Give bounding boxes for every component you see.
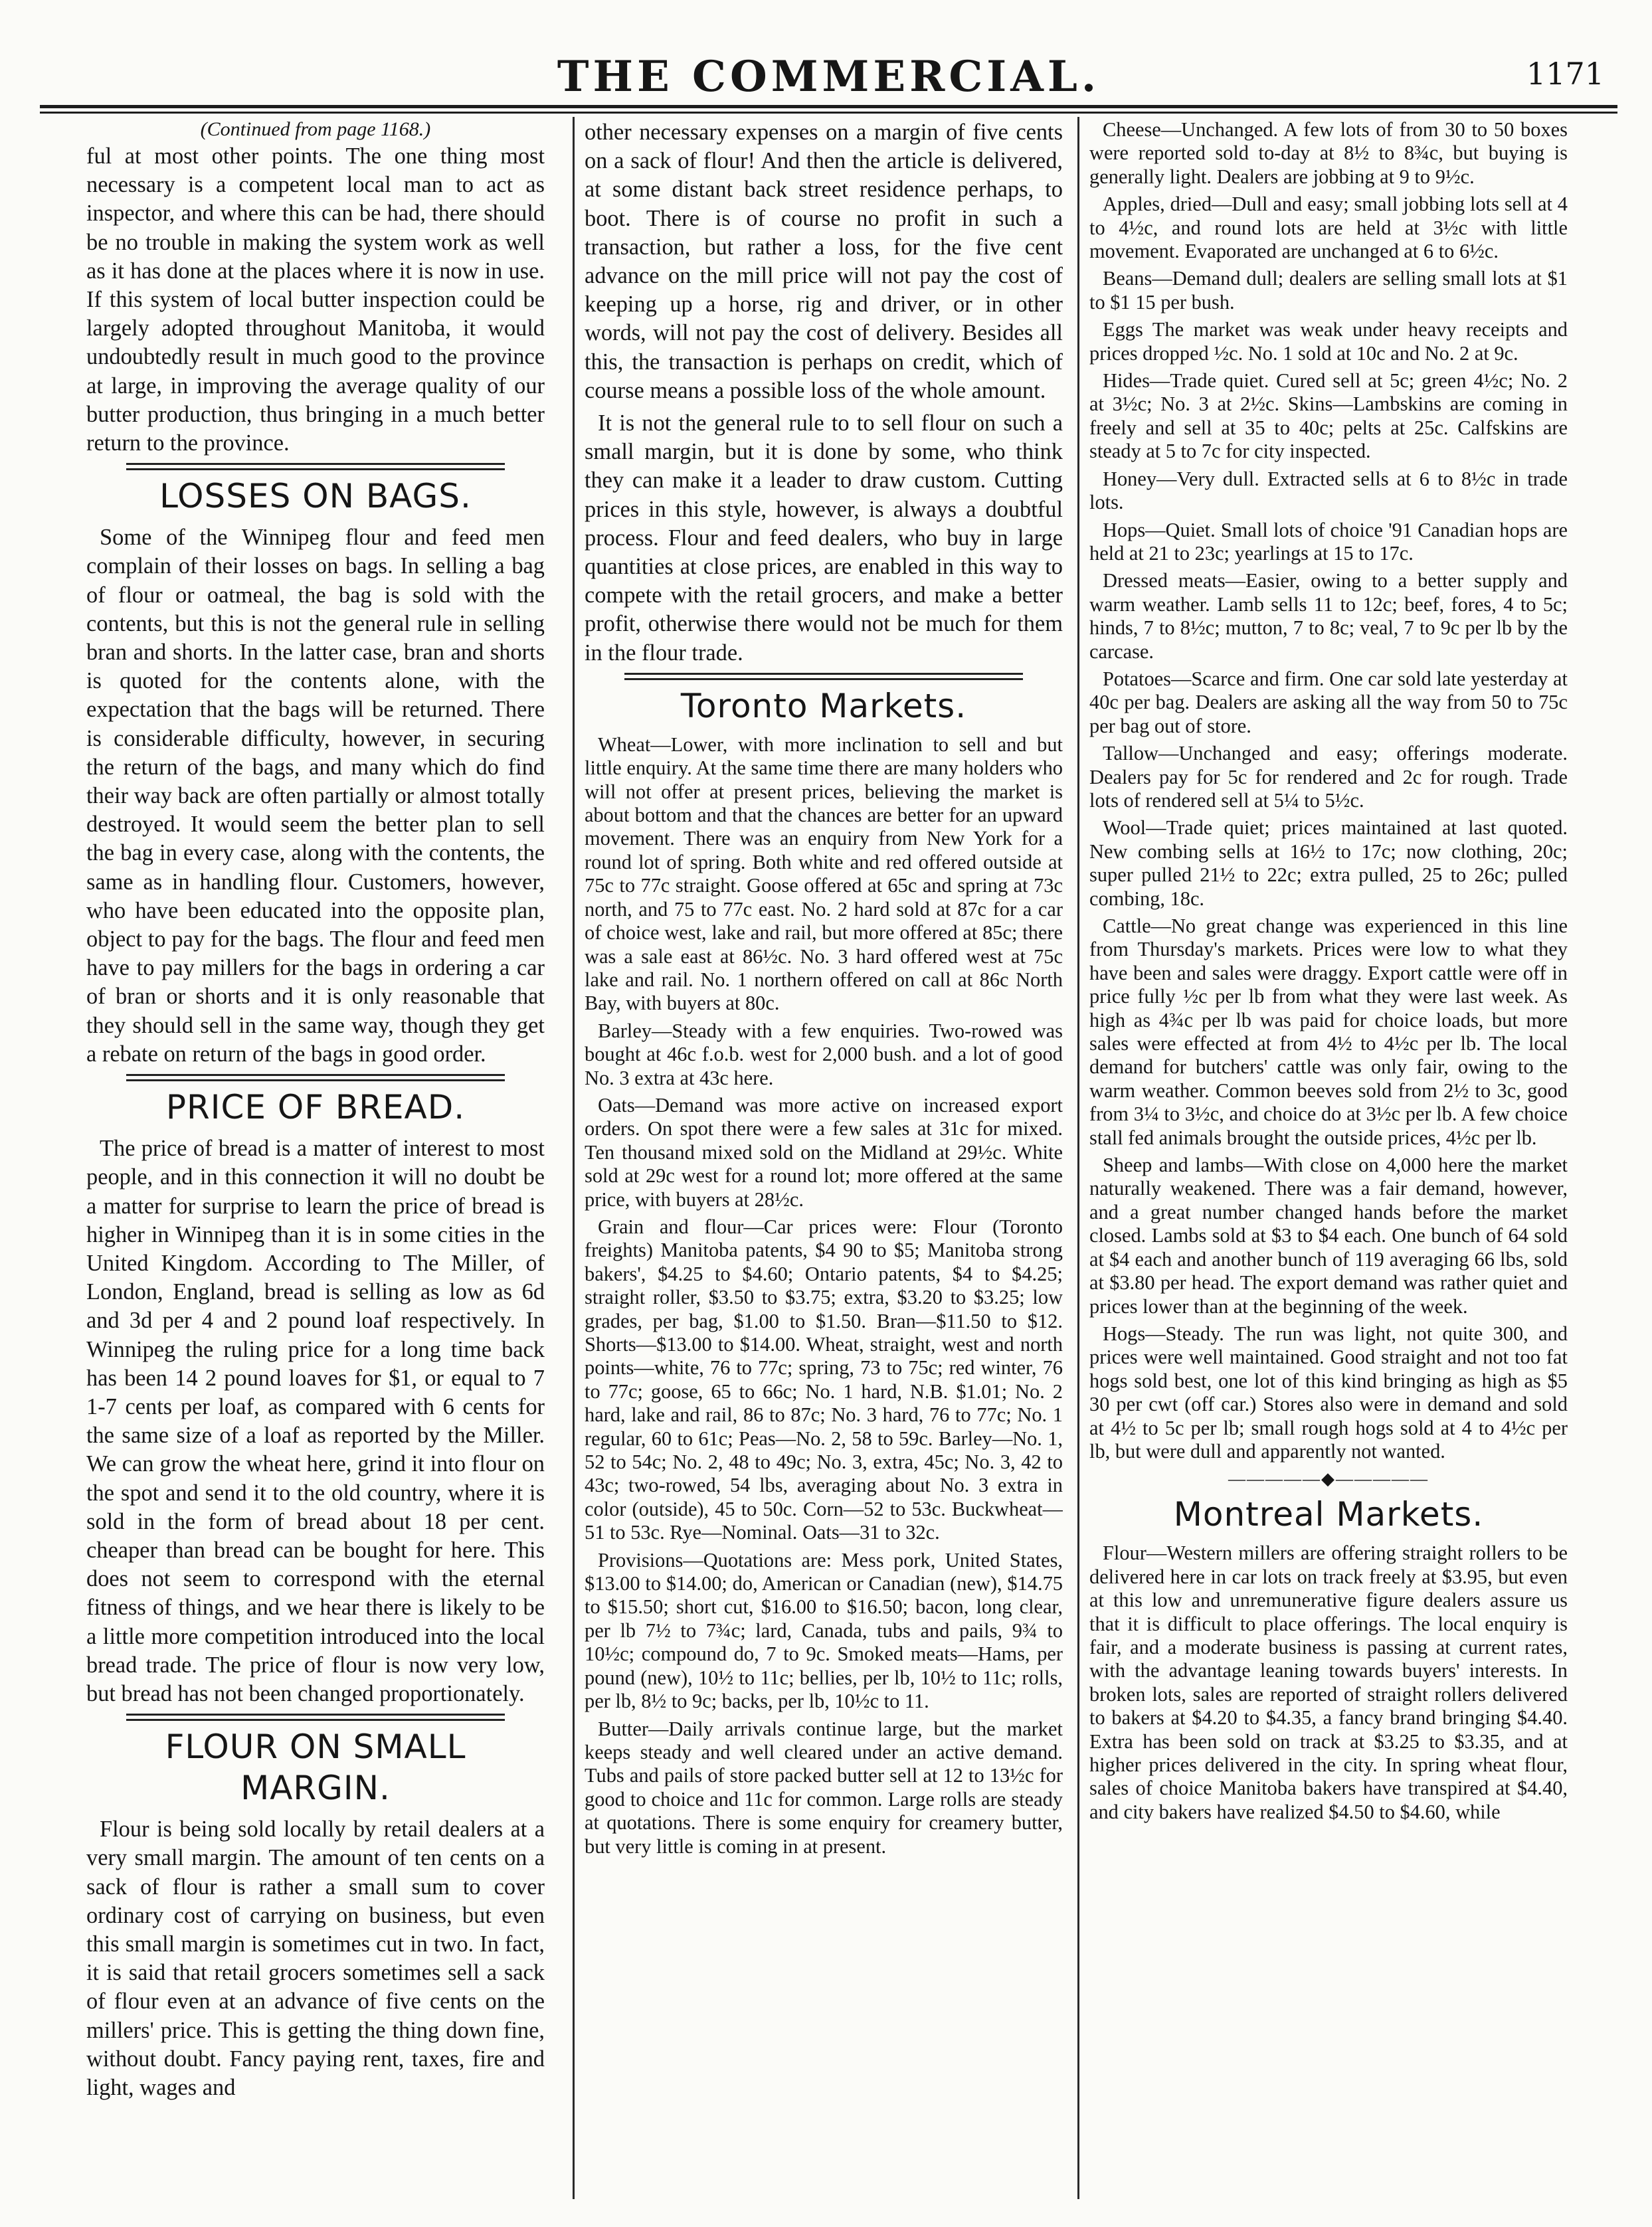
toronto-provisions: Provisions—Quotations are: Mess pork, United States, $13.00 to $14.00; do, American or Canadian (new), $14.75 to $15.50; short cut, $16.00 to $16.50; bacon, long clear, per lb 7½ to 7¾c; lard, Canada, tubs and pails, 9¾ to 10½c; compound do, 7 to 9c. Smoked meats—Hams, per pound (new), 10½ to 11c; bellies, per lb, 10½ to 11c; rolls, per lb, 8½ to 9c; backs, per lb, 10½c to 11. (585, 1548, 1063, 1713)
toronto-wool: Wool—Trade quiet; prices maintained at last quoted. New combing sells at 16½ to 17c; now clothing, 20c; super pulled 21½ to 22c; extra pulled, 25 to 26c; pulled combing, 18c. (1089, 816, 1568, 910)
column-divider-1 (573, 117, 575, 2199)
flour-margin-paragraph: It is not the general rule to to sell flour on such a small margin, but it is done by some, who think they can make it a leader to draw custom. Cutting prices in this style, however, is always a doubtful process. Flour and feed dealers, who buy in large quantities at close prices, are enabled in this way to compete with the retail grocers, and make a better profit, otherwise there would not be much for them in the flour trade. (585, 410, 1063, 666)
heading-toronto-markets: Toronto Markets. (680, 686, 967, 725)
column-divider-2 (1077, 117, 1079, 2199)
toronto-wheat: Wheat—Lower, with more inclination to sell and but little enquiry. At the same time there are many holders who will not offer at present prices, believing the market is about bottom and that the chances are better for an upward movement. There was an enquiry from New York for a round lot of spring. Both white and red offered outside at 75c to 77c straight. Goose offered at 65c and spring at 73c north, and 75 to 77c east. No. 2 hard sold at 87c for a car of choice west, lake and rail, but more offered at 85c; there was a sale east at 86½c. No. 3 hard offered west at 75c lake and rail. No. 1 northern offered on call at 86c North Bay, with buyers at 80c. (585, 733, 1063, 1015)
section-divider (126, 1074, 505, 1081)
toronto-potatoes: Potatoes—Scarce and firm. One car sold late yesterday at 40c per bag. Dealers are asking all the way from 50 to 75c per bag out of store. (1089, 667, 1568, 737)
header-rule-top (40, 105, 1617, 108)
toronto-butter: Butter—Daily arrivals continue large, but the market keeps steady and well cleared under an active demand. Tubs and pails of store packed butter sell at 12 to 13½c for good to choice and 11c for common. Large rolls are steady at quotations. There is some enquiry for creamery butter, but very little is coming in at present. (585, 1717, 1063, 1858)
toronto-hops: Hops—Quiet. Small lots of choice '91 Canadian hops are held at 21 to 23c; yearlings at 15 to 17c. (1089, 518, 1568, 565)
column-3 (1089, 118, 1568, 2197)
toronto-hides: Hides—Trade quiet. Cured sell at 5c; green 4½c; No. 2 at 3½c; No. 3 at 2½c. Skins—Lambskins are coming in freely and sell at 35 to 40c; pelts at 25c. Calfskins are steady at 5 to 7c for city inspected. (1089, 369, 1568, 463)
continued-note: (Continued from page 1168.) (200, 118, 431, 140)
newspaper-title: THE COMMERCIAL. (557, 52, 1101, 102)
section-divider (624, 673, 1023, 680)
article-losses-on-bags: Some of the Winnipeg flour and feed men complain of their losses on bags. In selling a bag of flour or oatmeal, the bag is sold with the contents, but this is not the general rule in selling bran and shorts. In the latter case, bran and shorts is quoted for the contents alone, with the expectation that the bags will be returned. There is considerable difficulty, however, in securing the return of the bags, and many which do find their way back are often partially or almost totally destroyed. It would seem the better plan to sell the bag in every case, along with the contents, the same as in handling flour. Customers, however, who have been educated into the opposite plan, object to pay for the bags. The flour and feed men have to pay millers for the bags in ordering a car of bran or shorts and it is only reasonable that they should sell in the same way, though they get a rebate on return of the bags in good order. (86, 525, 545, 1067)
toronto-oats: Oats—Demand was more active on increased export orders. On spot there were a few sales at 31c for mixed. Ten thousand mixed sold on the Midland at 29½c. White sold at 29c west for a round lot; more offered at the same price, with buyers at 28½c. (585, 1093, 1063, 1211)
heading-price-of-bread: PRICE OF BREAD. (165, 1088, 466, 1127)
butter-inspection-continuation: ful at most other points. The one thing most necessary is a competent local man to act as inspector, and where this can be had, there should be no trouble in making the system work as well as it has done at the places where it is now in use. If this system of local butter inspection could be largely adopted throughout Manitoba, it would undoubtedly result in much good to the province at large, in improving the average quality of our butter production, thus bringing in a much better return to the province. (86, 143, 545, 456)
heading-losses-on-bags: LOSSES ON BAGS. (159, 477, 472, 516)
toronto-beans: Beans—Demand dull; dealers are selling small lots at $1 to $1 15 per bush. (1089, 267, 1568, 313)
toronto-barley: Barley—Steady with a few enquiries. Two-rowed was bought at 46c f.o.b. west for 2,000 bush. and a lot of good No. 3 extra at 43c here. (585, 1019, 1063, 1089)
toronto-eggs: Eggs The market was weak under heavy receipts and prices dropped ½c. No. 1 sold at 10c and No. 2 at 9c. (1089, 318, 1568, 365)
section-divider (126, 1714, 505, 1721)
flour-margin-continuation: other necessary expenses on a margin of five cents on a sack of flour! And then the article is delivered, at some distant back street residence perhaps, to boot. There is of course no profit in such a transaction, but rather a loss, for the five cent advance on the mill price will not pay the cost of keeping up a horse, rig and driver, or in other words, will not pay the cost of delivery. Besides all this, the transaction is perhaps on credit, which of course means a possible loss of the whole amount. (585, 120, 1063, 403)
ornamental-divider: —————◆————— (1228, 1469, 1429, 1489)
masthead (40, 46, 1617, 106)
toronto-hogs: Hogs—Steady. The run was light, not quite 300, and prices were well maintained. Good straight and not too fat hogs sold best, one lot of this kind bringing as high as $5 30 per cwt (off car.) Stores also were in demand and sold at 4½ to 5c per lb; small rough hogs sold at 4 to 4½c per lb, but were dull and apparently not wanted. (1089, 1322, 1568, 1463)
heading-montreal-markets: Montreal Markets. (1173, 1495, 1484, 1534)
toronto-dressed-meats: Dressed meats—Easier, owing to a better supply and warm weather. Lamb sells 11 to 12c; beef, fores, 4 to 5c; hinds, 7 to 8½c; mutton, 7 to 8c; veal, 7 to 9c per lb by the carcase. (1089, 569, 1568, 663)
column-2 (585, 118, 1063, 2197)
toronto-grain-and-flour: Grain and flour—Car prices were: Flour (Toronto freights) Manitoba patents, $4 90 to $5; Manitoba strong bakers', $4.25 to $4.60; Ontario patents, $4 to $4.25; straight roller, $3.50 to $3.75; extra, $3.20 to $3.25; low grades, per bag, $1.00 to $1.50. Bran—$11.50 to $12. Shorts—$13.00 to $14.00. Wheat, straight, west and north points—white, 76 to 77c; spring, 73 to 75c; red winter, 76 to 77c; goose, 65 to 66c; No. 1 hard, N.B. $1.01; No. 2 hard, lake and rail, 86 to 87c; No. 3 hard, 76 to 77c; No. 1 regular, 60 to 61c; Peas—No. 2, 58 to 59c. Barley—No. 1, 52 to 54c; No. 2, 48 to 49c; No. 3, extra, 45c; No. 3, 42 to 43c; two-rowed, 54 lbs, averaging about No. 3 extra in color (outside), 45 to 50c. Corn—52 to 53c. Buckwheat—51 to 53c. Rye—Nominal. Oats—31 to 32c. (585, 1215, 1063, 1544)
toronto-honey: Honey—Very dull. Extracted sells at 6 to 8½c in trade lots. (1089, 467, 1568, 514)
header-rule-bottom (40, 112, 1617, 114)
toronto-cattle: Cattle—No great change was experienced in this line from Thursday's markets. Prices were low to what they have been and sales were draggy. Export cattle were off in price fully ½c per lb from what they were last week. As high as 4¾c per lb was paid for choice loads, but more sales were effected at from 4½ to 4½c per lb. The local demand for butchers' cattle was only fair, owing to the warm weather. Common beeves sold from 2½ to 3c, good from 3¼ to 3½c, and choice do at 3½c per lb. A few choice stall fed animals brought the outside prices, 4½c per lb. (1089, 915, 1568, 1149)
heading-flour-on-small-margin: FLOUR ON SMALL MARGIN. (165, 1728, 466, 1808)
page-number: 1171 (1526, 56, 1604, 92)
article-flour-on-small-margin: Flour is being sold locally by retail dealers at a very small margin. The amount of ten cents on a sack of flour is rather a small sum to cover ordinary cost of carrying on business, but even this small margin is sometimes cut in two. In fact, it is said that retail grocers sometimes sell a sack of flour even at an advance of five cents on the millers' price. This is getting the thing down fine, without doubt. Fancy paying rent, taxes, fire and light, wages and (86, 1817, 545, 2100)
column-1 (86, 118, 545, 2197)
toronto-sheep-and-lambs: Sheep and lambs—With close on 4,000 here the market naturally weakened. There was a fair demand, however, and a great number changed hands before the market closed. Lambs sold at $3 to $4 each. One bunch of 64 sold at $4 each and another bunch of 119 averaging 66 lbs, sold at $3.80 per head. The export demand was rather quiet and prices lower than at the beginning of the week. (1089, 1154, 1568, 1318)
montreal-flour: Flour—Western millers are offering straight rollers to be delivered here in car lots on track freely at $3.95, but even at this low and unremunerative figure dealers assure us that it is difficult to place offerings. The local enquiry is fair, and a moderate business is passing at current rates, with the advantage leaning towards buyers' interests. In broken lots, sales are reported of straight rollers delivered to bakers at $4.20 to $4.35, a fancy brand bringing $4.40. Extra has been sold on track at $3.25 to $3.35, and at higher prices delivered in the city. In spring wheat flour, sales of choice Manitoba bakers have transpired at $4.40, and city bakers have realized $4.50 to $4.60, while (1089, 1542, 1568, 1823)
section-divider (126, 463, 505, 470)
toronto-cheese: Cheese—Unchanged. A few lots of from 30 to 50 boxes were reported sold to-day at 8½ to 8¾c, but buying is generally light. Dealers are jobbing at 9 to 9½c. (1089, 118, 1568, 188)
toronto-tallow: Tallow—Unchanged and easy; offerings moderate. Dealers pay for 5c for rendered and 2c for rough. Trade lots of rendered sell at 5¼ to 5½c. (1089, 742, 1568, 812)
article-price-of-bread: The price of bread is a matter of interest to most people, and in this connection it will no doubt be a matter for surprise to learn the price of bread is higher in Winnipeg than it is in some cities in the United Kingdom. According to The Miller, of London, England, bread is selling as low as 6d and 3d per 4 and 2 pound loaf respectively. In Winnipeg the ruling price for a long time back has been 14 2 pound loaves for $1, or equal to 7 1-7 cents per loaf, as compared with 6 cents for the same size of a loaf as reported by the Miller. We can grow the wheat here, grind it into flour on the spot and send it to the old country, where it is sold in the form of bread about 18 per cent. cheaper than bread can be bought for here. This does not seem to correspond with the eternal fitness of things, and we hear there is likely to be a little more competition introduced into the local bread trade. The price of flour is now very low, but bread has not been changed proportionately. (86, 1136, 545, 1706)
toronto-apples: Apples, dried—Dull and easy; small jobbing lots sell at 4 to 4½c, and round lots are held at 3½c with little movement. Evaporated are unchanged at 6 to 6½c. (1089, 193, 1568, 263)
